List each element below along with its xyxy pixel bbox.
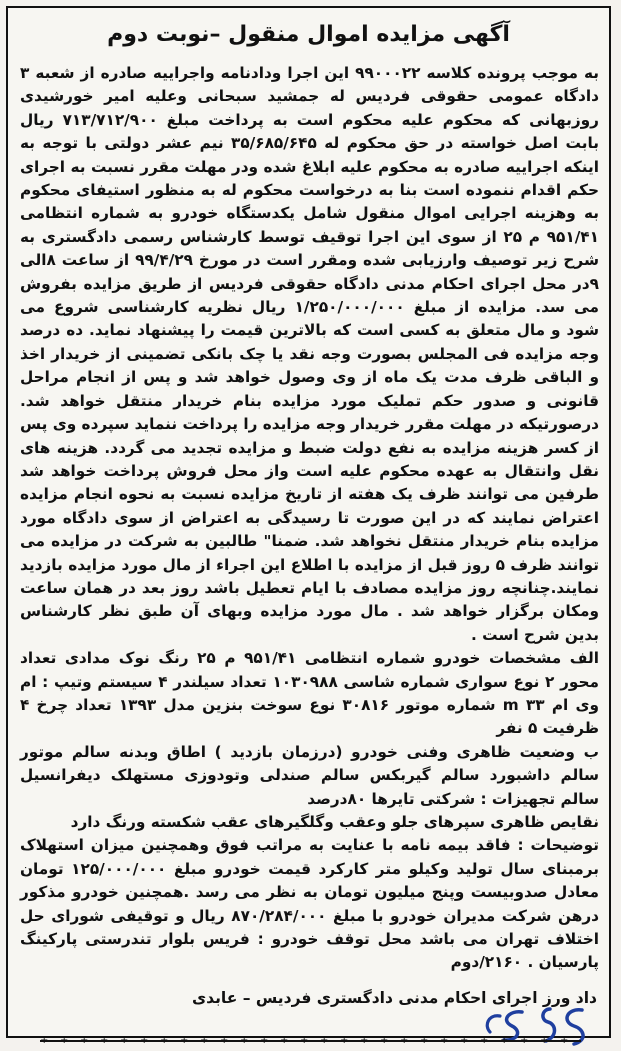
divider-tick: + xyxy=(520,1035,529,1046)
divider-tick: + xyxy=(100,1035,109,1046)
divider-tick: + xyxy=(80,1035,89,1046)
notice-paragraph-defects: نقایص ظاهری سپرهای جلو وعقب وگلگیرهای عقب شکسته ورنگ دارد xyxy=(70,813,599,831)
notice-page xyxy=(6,6,611,1038)
divider-tick: + xyxy=(220,1035,229,1046)
divider-tick: + xyxy=(120,1035,129,1046)
divider-tick: + xyxy=(280,1035,289,1046)
divider-tick: + xyxy=(200,1035,209,1046)
divider-tick: + xyxy=(540,1035,549,1046)
divider-tick: + xyxy=(480,1035,489,1046)
divider-tick: + xyxy=(260,1035,269,1046)
divider-tick: + xyxy=(400,1035,409,1046)
divider-tick: + xyxy=(320,1035,329,1046)
notice-signature: داد ورز اجرای احکام مدنی دادگستری فردیس – عابدی xyxy=(191,988,597,1007)
divider-tick: + xyxy=(240,1035,249,1046)
divider-tick: + xyxy=(160,1035,169,1046)
divider-tick: + xyxy=(560,1035,569,1046)
notice-paragraph-main: به موجب پرونده کلاسه ۹۹۰۰۰۲۲ این اجرا ودادنامه واجراییه صادره از شعبه ۳ دادگاه عمومی حقوقی فردیس له جمشید سبحانی وعلیه امیر خورشیدی روزبهانی که محکوم علیه محکوم است به پرداخت مبلغ ۷۱۳/۷۱۲/۹۰۰ ریال بابت اصل خواسته در حق محکوم له ۳۵/۶۸۵/۶۴۵ نیم عشر دولتی با توجه به اینکه اجراییه صادره به محکوم علیه ابلاغ شده ودر مهلت مقرر نسبت به اجرای حکم اقدام ننموده است بنا به درخواست محکوم له به منظور استیفای محکوم به وهزینه اجرایی اموال منقول شامل یکدستگاه خودرو به شماره انتظامی ۹۵۱/۴۱ م ۲۵ از سوی این اجرا توقیف توسط کارشناس رسمی دادگستری به شرح زیر توصیف وارزیابی شده ومقرر است در مورخ ۹۹/۴/۲۹ از ساعت ۸الی ۹در محل اجرای احکام مدنی دادگاه حقوقی فردیس از طریق مزایده بفروش می سد. مزایده از مبلغ ۱/۲۵۰/۰۰۰/۰۰۰ ریال نظریه کارشناسی شروع می شود و مال متعلق به کسی است که بالاترین قیمت را پیشنهاد نماید. ده درصد وجه مزایده فی المجلس بصورت وجه نقد یا چک بانکی تضمینی از خریدار اخذ و الباقی ظرف مدت یک ماه از وی وصول خواهد شد و پس از انجام مراحل قانونی و صدور حکم تملیک مورد مزایده بنام خریدار منتقل خواهد شد. درصورتیکه در مهلت مقرر خریدار وجه مزایده را پرداخت ننماید سپرده وی پس از کسر هزینه مزایده به نفع دولت ضبط و مزایده تجدید می گردد. هزینه های نقل وانتقال به عهده محکوم علیه است واز محل فروش پرداخت خواهد شد طرفین می توانند ظرف یک هفته از تاریخ مزایده نسبت به نحوه انجام مزایده اعتراض نمایند که در این صورت تا رسیدگی به اعتراض از سوی دادگاه مورد مزایده بنام خریدار منتقل نخواهد شد. ضمنا" طالبین به شرکت در مزایده می توانند ظرف ۵ روز قبل از مزایده با اطلاع این اجراء از مال مورد مزایده بازدید نمایند.چنانچه روز مزایده مصادف با ایام تعطیل باشد روز بعد در همان ساعت ومکان برگزار خواهد شد . مال مورد مزایده وبهای آن طبق نظر کارشناس بدین شرح است . xyxy=(20,64,599,644)
notice-paragraph-explanations: توضیحات : فاقد بیمه نامه با عنایت به مراتب فوق وهمچنین میزان استهلاک برمبنای سال تولید وکیلو متر کارکرد قیمت خودرو مبلغ ۱۲۵/۰۰۰/۰۰۰ تومان معادل صدوبیست وپنج میلیون تومان به نظر می رسد .همچنین خودرو مذکور درهن شرکت مدیران خودرو با مبلغ ۸۷۰/۲۸۴/۰۰۰ ریال و توقیفی شورای حل اختلاف تهران می باشد محل توقف خودرو : فریس بلوار تندرستی پارکینگ پارسیان . ۲۱۶۰/دوم xyxy=(20,836,599,972)
divider-tick: + xyxy=(340,1035,349,1046)
divider-tick: + xyxy=(40,1035,49,1046)
divider-tick: + xyxy=(380,1035,389,1046)
divider-tick: + xyxy=(460,1035,469,1046)
notice-title: آگهی مزایده اموال منقول –نوبت دوم xyxy=(107,22,510,47)
divider-tick: + xyxy=(180,1035,189,1046)
bottom-divider xyxy=(40,1035,581,1050)
divider-tick: + xyxy=(440,1035,449,1046)
notice-paragraph-vehicle-specs: الف مشخصات خودرو شماره انتظامی ۹۵۱/۴۱ م ۲۵ رنگ نوک مدادی تعداد محور ۲ نوع سواری شماره شاسی ۱۰۳۰۹۸۸ تعداد سیلندر ۴ سیستم وتیپ : ام وی ام ۳۳ m شماره موتور ۳۰۸۱۶ نوع سوخت بنزین مدل ۱۳۹۳ تعداد چرخ ۴ ظرفیت ۵ نفر xyxy=(20,649,600,738)
notice-paragraph-vehicle-condition: ب وضعیت ظاهری وفنی خودرو (درزمان بازدید ) اطاق وبدنه سالم موتور سالم داشبورد سالم گیربکس سالم صندلی وتودوزی مستهلک دیفرانسیل سالم تجهیزات : شرکتی تایرها ۸۰درصد xyxy=(20,742,599,808)
divider-tick: + xyxy=(500,1035,509,1046)
divider-tick: + xyxy=(360,1035,369,1046)
divider-tick: + xyxy=(140,1035,149,1046)
notice-body xyxy=(20,62,599,975)
divider-tick: + xyxy=(420,1035,429,1046)
divider-tick: + xyxy=(60,1035,69,1046)
divider-tick: + xyxy=(300,1035,309,1046)
